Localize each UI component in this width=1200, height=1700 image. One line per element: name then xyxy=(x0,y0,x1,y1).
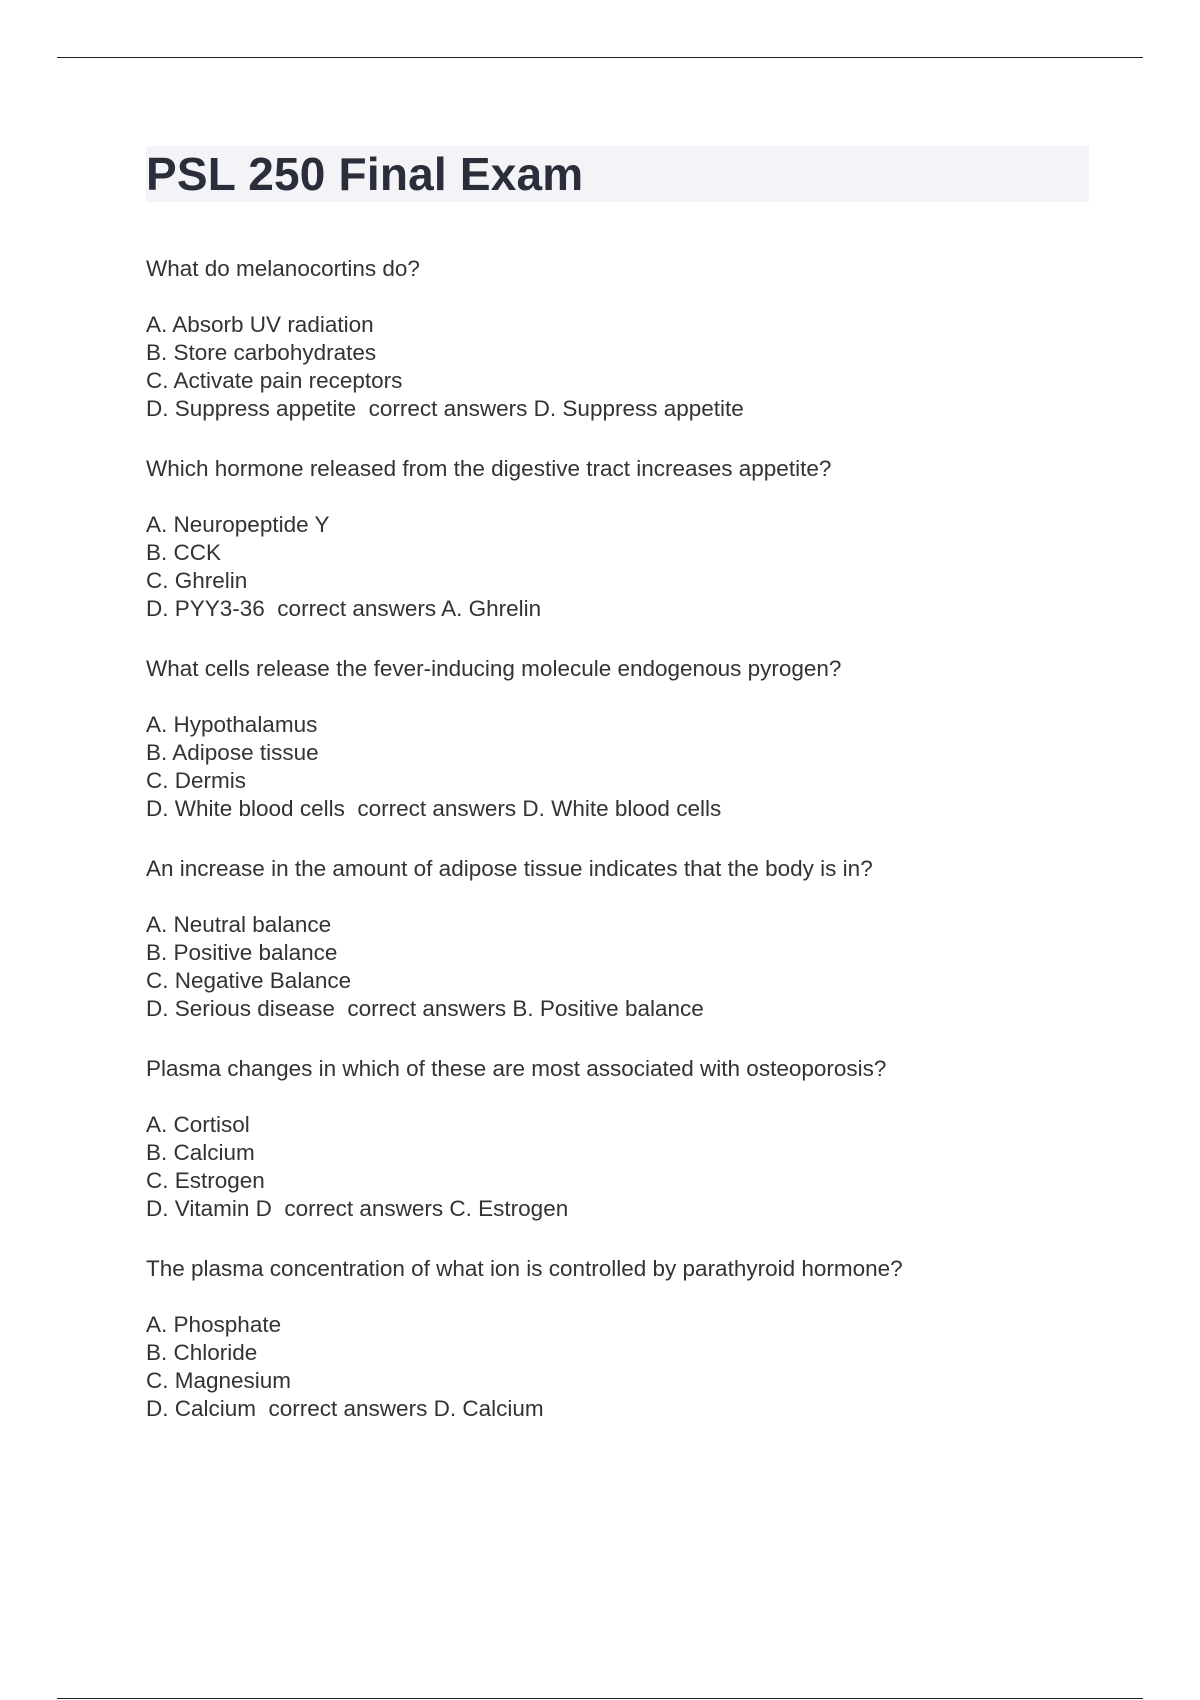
option-d-with-answer: D. Suppress appetite correct answers D. Suppress appetite xyxy=(146,396,744,421)
option-c: C. Magnesium xyxy=(146,1368,292,1393)
option-b: B. Chloride xyxy=(146,1340,258,1365)
question-block xyxy=(146,255,1106,423)
option-c: C. Dermis xyxy=(146,768,246,793)
option-a: A. Neutral balance xyxy=(146,912,332,937)
option-b: B. Positive balance xyxy=(146,940,338,965)
question-text: The plasma concentration of what ion is controlled by parathyroid hormone? xyxy=(146,1256,903,1281)
option-a: A. Absorb UV radiation xyxy=(146,312,374,337)
header-rule xyxy=(57,57,1143,58)
footer-rule xyxy=(57,1698,1143,1699)
question-block xyxy=(146,855,1106,1023)
question-text: Plasma changes in which of these are most associated with osteoporosis? xyxy=(146,1056,887,1081)
option-c: C. Activate pain receptors xyxy=(146,368,403,393)
option-a: A. Cortisol xyxy=(146,1112,250,1137)
page-title: PSL 250 Final Exam xyxy=(146,148,584,200)
question-text: Which hormone released from the digestive tract increases appetite? xyxy=(146,456,832,481)
question-text: An increase in the amount of adipose tissue indicates that the body is in? xyxy=(146,856,873,881)
question-block xyxy=(146,1255,1106,1423)
option-a: A. Hypothalamus xyxy=(146,712,318,737)
question-block xyxy=(146,1055,1106,1223)
option-c: C. Estrogen xyxy=(146,1168,265,1193)
question-text: What cells release the fever-inducing molecule endogenous pyrogen? xyxy=(146,656,842,681)
option-d-with-answer: D. Vitamin D correct answers C. Estrogen xyxy=(146,1196,569,1221)
question-block xyxy=(146,455,1106,623)
option-c: C. Negative Balance xyxy=(146,968,352,993)
option-d-with-answer: D. Serious disease correct answers B. Positive balance xyxy=(146,996,704,1021)
option-b: B. Store carbohydrates xyxy=(146,340,377,365)
question-text: What do melanocortins do? xyxy=(146,256,420,281)
option-a: A. Neuropeptide Y xyxy=(146,512,330,537)
option-d-with-answer: D. Calcium correct answers D. Calcium xyxy=(146,1396,544,1421)
question-list xyxy=(146,255,1106,1455)
option-d-with-answer: D. PYY3-36 correct answers A. Ghrelin xyxy=(146,596,542,621)
option-c: C. Ghrelin xyxy=(146,568,248,593)
option-a: A. Phosphate xyxy=(146,1312,282,1337)
option-b: B. Adipose tissue xyxy=(146,740,319,765)
option-b: B. Calcium xyxy=(146,1140,255,1165)
question-block xyxy=(146,655,1106,823)
option-d-with-answer: D. White blood cells correct answers D. White blood cells xyxy=(146,796,722,821)
option-b: B. CCK xyxy=(146,540,222,565)
